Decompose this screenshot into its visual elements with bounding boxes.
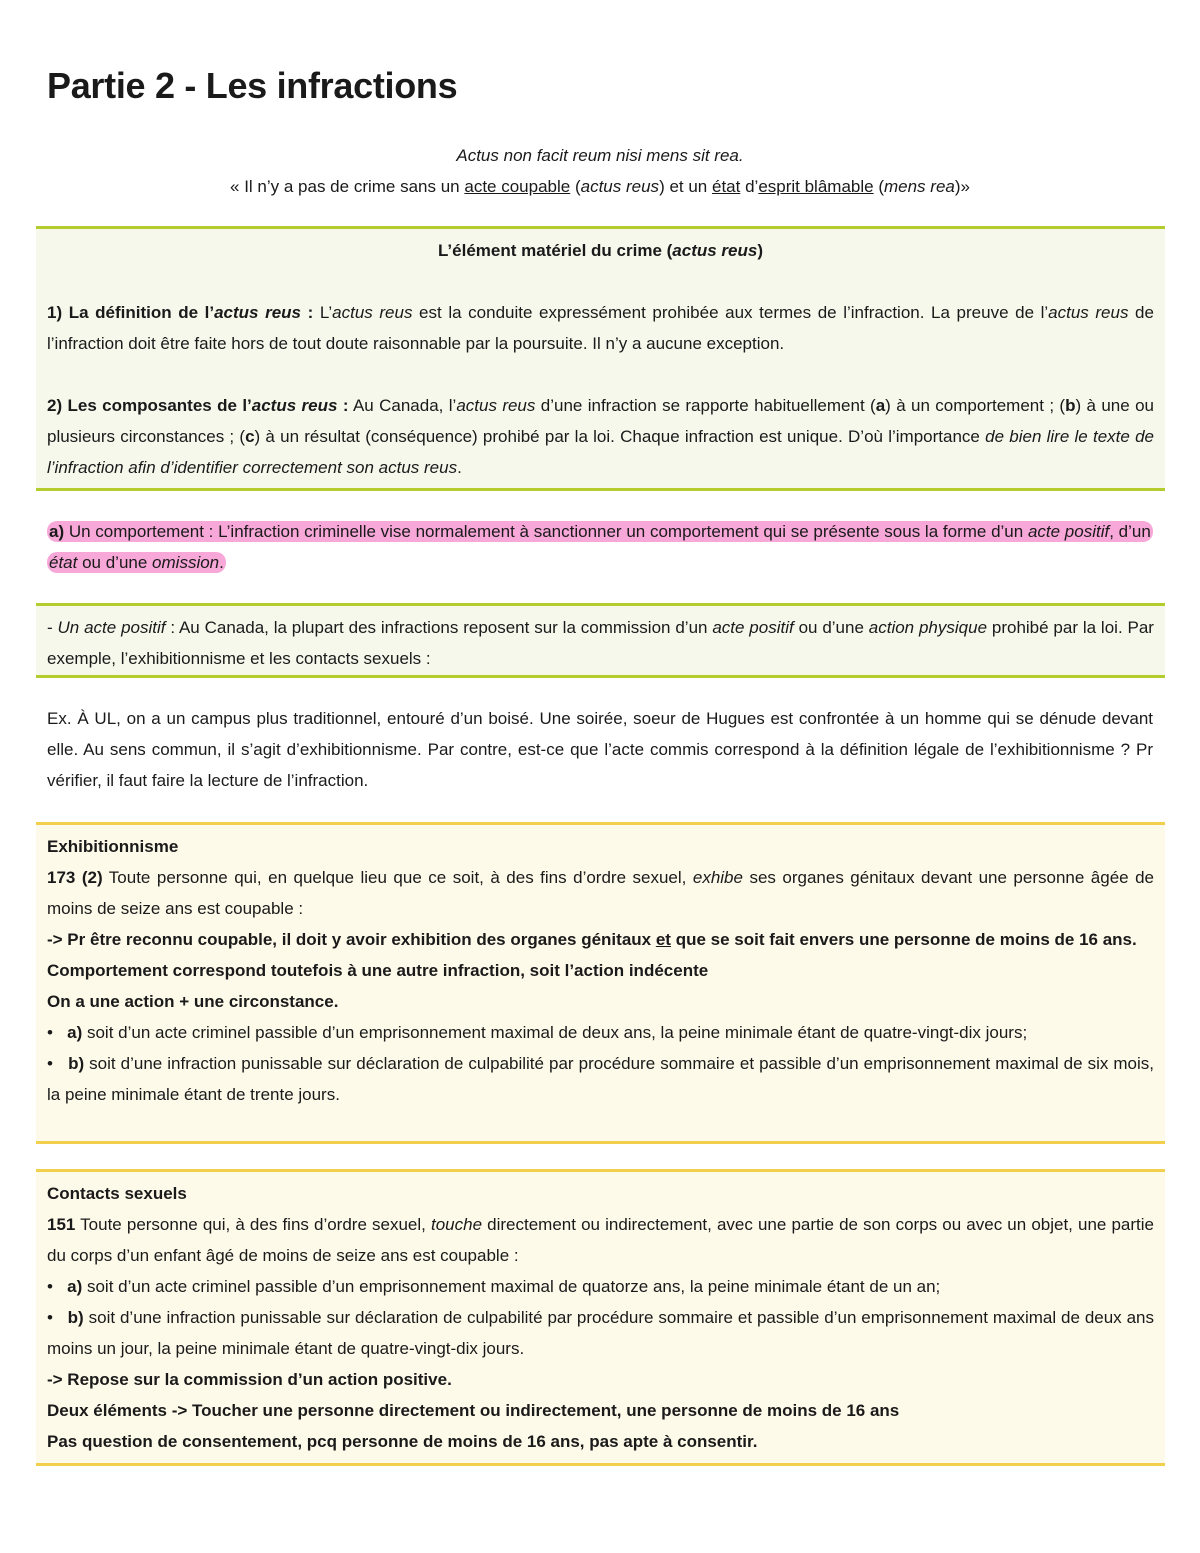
contacts-heading: Contacts sexuels [47,1184,187,1203]
bullet: • [47,1054,53,1073]
article-151: 151 Toute personne qui, à des fins d’ordre sexuel, touche directement ou indirectement, avec une partie de son corps ou avec un objet, une partie du corps d’un enfant âgé de moins de seize ans est coupable : [47,1215,1154,1265]
epigraph-latin: Actus non facit reum nisi mens sit rea. [456,146,744,165]
comportement-paragraph [47,516,1153,578]
actus-reus-composantes: 2) Les composantes de l’actus reus : Au Canada, l’actus reus d’une infraction se rapporte habituellement (a) à un comportement ; (b) à une ou plusieurs circonstances ; (c) à un résultat (conséquence) prohibé par la loi. Chaque infraction est unique. D’où l’importance de bien lire le texte de l’infraction afin d’identifier correctement son actus reus. [47,396,1154,477]
penalty-b: • b) soit d’une infraction punissable sur déclaration de culpabilité par procédure sommaire et passible d’un emprisonnement maximal de deux ans moins un jour, la peine minimale étant de quatre-vingt-dix jours. [47,1308,1154,1358]
penalty-a: • a) soit d’un acte criminel passible d’un emprisonnement maximal de deux ans, la peine minimale étant de quatre-vingt-dix jours; [47,1023,1028,1042]
note: -> Pr être reconnu coupable, il doit y avoir exhibition des organes génitaux et que se soit fait envers une personne de moins de 16 ans. [47,930,1137,949]
note: Pas question de consentement, pcq personne de moins de 16 ans, pas apte à consentir. [47,1432,758,1451]
page-title: Partie 2 - Les infractions [47,65,458,106]
epigraph [0,140,1200,202]
epigraph-french: « Il n’y a pas de crime sans un acte coupable (actus reus) et un état d’esprit blâmable (mens rea)» [230,177,970,196]
exhibitionnisme-heading: Exhibitionnisme [47,837,179,856]
bullet: • [47,1308,53,1327]
highlight: a) Un comportement : L’infraction criminelle vise normalement à sanctionner un comportement qui se présente sous la forme d’un acte positif, d’un état ou d’une omission. [49,522,1151,572]
contacts-sexuels-box [36,1169,1165,1466]
bullet: • [47,1023,53,1042]
example-paragraph: Ex. À UL, on a un campus plus traditionnel, entouré d’un boisé. Une soirée, soeur de Hugues est confrontée à un homme qui se dénude devant elle. Au sens commun, il s’agit d’exhibitionnisme. Par contre, est-ce que l’acte commis correspond à la définition légale de l’exhibitionnisme ? Pr vérifier, il faut faire la lecture de l’infraction. [47,709,1153,790]
penalty-a: • a) soit d’un acte criminel passible d’un emprisonnement maximal de quatorze ans, la peine minimale étant de un an; [47,1277,941,1296]
actus-reus-heading: L’élément matériel du crime (actus reus) [437,241,764,260]
actus-reus-box [36,226,1165,491]
note: Comportement correspond toutefois à une autre infraction, soit l’action indécente [47,961,709,980]
exhibitionnisme-box [36,822,1165,1144]
note: -> Repose sur la commission d’un action positive. [47,1370,452,1389]
acte-positif-text: - Un acte positif : Au Canada, la plupart des infractions reposent sur la commission d’un acte positif ou d’une action physique prohibé par la loi. Par exemple, l’exhibitionnisme et les contacts sexuels : [47,618,1154,668]
note: On a une action + une circonstance. [47,992,339,1011]
article-173: 173 (2) Toute personne qui, en quelque lieu que ce soit, à des fins d’ordre sexuel, exhibe ses organes génitaux devant une personne âgée de moins de seize ans est coupable : [47,868,1154,918]
note: Deux éléments -> Toucher une personne directement ou indirectement, une personne de moins de 16 ans [47,1401,900,1420]
acte-positif-box [36,603,1165,678]
bullet: • [47,1277,53,1296]
actus-reus-definition: 1) La définition de l’actus reus : L’actus reus est la conduite expressément prohibée aux termes de l’infraction. La preuve de l’actus reus de l’infraction doit être faite hors de tout doute raisonnable par la poursuite. Il n’y a aucune exception. [47,303,1154,353]
penalty-b: • b) soit d’une infraction punissable sur déclaration de culpabilité par procédure sommaire et passible d’un emprisonnement maximal de six mois, la peine minimale étant de trente jours. [47,1054,1154,1104]
